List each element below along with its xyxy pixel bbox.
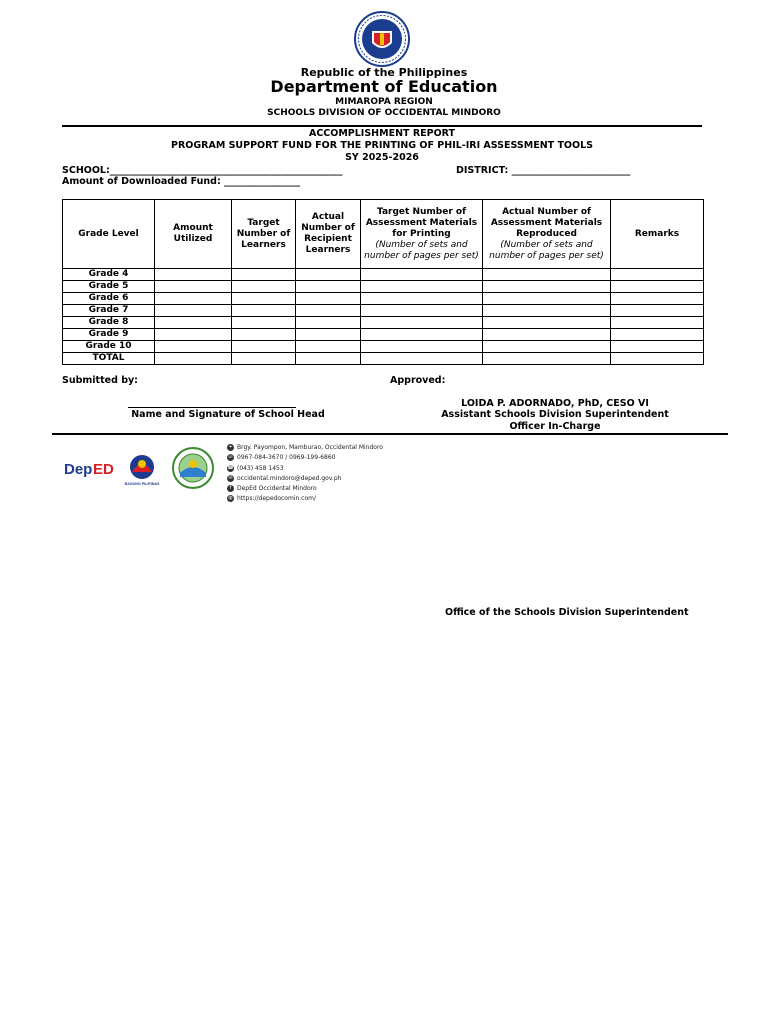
approver-role: Officer In-Charge [509, 421, 601, 432]
cell[interactable] [361, 281, 483, 293]
table-row [63, 281, 704, 293]
contact-email[interactable]: occidental.mindoro@deped.gov.ph [237, 474, 342, 482]
cell[interactable] [361, 353, 483, 365]
office-label: Office of the Schools Division Superintendent [445, 607, 689, 618]
footer-divider [52, 433, 728, 435]
cell[interactable] [155, 353, 232, 365]
cell[interactable] [232, 329, 296, 341]
cell[interactable] [361, 317, 483, 329]
cell[interactable] [361, 341, 483, 353]
school-field[interactable]: SCHOOL:_________________________________________________ [62, 165, 343, 176]
cell[interactable] [296, 269, 361, 281]
contact-row [227, 443, 383, 453]
header-grade-level: Grade Level [63, 200, 155, 269]
school-year: SY 2025-2026 [345, 152, 419, 163]
svg-text:BAGONG PILIPINAS: BAGONG PILIPINAS [124, 482, 160, 486]
total-label: TOTAL [63, 353, 155, 365]
cell[interactable] [155, 329, 232, 341]
report-subtitle: PROGRAM SUPPORT FUND FOR THE PRINTING OF PHIL-IRI ASSESSMENT TOOLS [171, 140, 593, 151]
submitted-by-label: Submitted by: [62, 375, 138, 386]
region-label: MIMAROPA REGION [335, 97, 433, 107]
location-icon: ⌖ [227, 444, 234, 451]
actual-materials-note: (Number of sets and number of pages per set) [489, 239, 604, 261]
cell[interactable] [483, 329, 611, 341]
cell[interactable] [232, 305, 296, 317]
cell[interactable] [155, 341, 232, 353]
svg-text:Dep: Dep [64, 461, 93, 478]
cell[interactable] [361, 293, 483, 305]
cell[interactable] [483, 317, 611, 329]
cell[interactable] [611, 293, 704, 305]
cell[interactable] [483, 281, 611, 293]
cell[interactable] [611, 317, 704, 329]
cell[interactable] [232, 269, 296, 281]
grade-label: Grade 10 [63, 341, 155, 353]
cell[interactable] [361, 305, 483, 317]
division-logo-icon [172, 447, 214, 489]
cell[interactable] [296, 341, 361, 353]
cell[interactable] [296, 281, 361, 293]
cell[interactable] [611, 353, 704, 365]
target-materials-label: Target Number of Assessment Materials for Printing [365, 206, 478, 239]
republic-label: Republic of the Philippines [300, 66, 468, 79]
cell[interactable] [232, 281, 296, 293]
school-head-label: Name and Signature of School Head [131, 409, 325, 420]
cell[interactable] [483, 353, 611, 365]
cell[interactable] [296, 353, 361, 365]
cell[interactable] [611, 281, 704, 293]
cell[interactable] [483, 293, 611, 305]
cell[interactable] [296, 293, 361, 305]
department-title: Department of Education [270, 77, 498, 96]
header-actual-learners: Actual Number of Recipient Learners [296, 200, 361, 269]
contact-row [227, 474, 383, 484]
report-title: ACCOMPLISHMENT REPORT [308, 128, 456, 139]
contact-phone: (043) 458 1453 [237, 464, 284, 472]
contact-mobile: 0967-084-3670 / 0969-199-6860 [237, 454, 336, 462]
cell[interactable] [296, 305, 361, 317]
header-amount-utilized: Amount Utilized [155, 200, 232, 269]
contact-facebook[interactable]: DepEd Occidental Mindoro [237, 485, 317, 493]
cell[interactable] [155, 281, 232, 293]
cell[interactable] [155, 305, 232, 317]
cell[interactable] [483, 305, 611, 317]
table-row [63, 341, 704, 353]
cell[interactable] [611, 305, 704, 317]
cell[interactable] [232, 353, 296, 365]
facebook-icon: f [227, 485, 234, 492]
table-row [63, 269, 704, 281]
cell[interactable] [611, 329, 704, 341]
header-target-materials [361, 200, 483, 269]
cell[interactable] [483, 341, 611, 353]
header-actual-materials [483, 200, 611, 269]
cell[interactable] [611, 341, 704, 353]
header-remarks: Remarks [611, 200, 704, 269]
grade-label: Grade 6 [63, 293, 155, 305]
grade-label: Grade 5 [63, 281, 155, 293]
accomplishment-table [62, 199, 704, 365]
cell[interactable] [361, 329, 483, 341]
cell[interactable] [232, 317, 296, 329]
cell[interactable] [483, 269, 611, 281]
table-row [63, 317, 704, 329]
header-divider [62, 125, 702, 127]
svg-text:ED: ED [93, 461, 114, 478]
fund-field[interactable]: Amount of Downloaded Fund: ________________ [62, 176, 301, 187]
grade-label: Grade 9 [63, 329, 155, 341]
contact-row [227, 464, 383, 474]
approver-name: LOIDA P. ADORNADO, PhD, CESO VI [461, 398, 649, 409]
actual-materials-label: Actual Number of Assessment Materials Reproduced [490, 206, 603, 239]
deped-seal-icon [354, 11, 410, 67]
signature-line [128, 407, 296, 408]
header-target-learners: Target Number of Learners [232, 200, 296, 269]
division-label: SCHOOLS DIVISION OF OCCIDENTAL MINDORO [267, 108, 501, 118]
target-materials-note: (Number of sets and number of pages per set) [364, 239, 479, 261]
table-row [63, 305, 704, 317]
phone-icon: ☎ [227, 464, 234, 471]
cell[interactable] [155, 317, 232, 329]
contact-row [227, 484, 383, 494]
mobile-icon: ☏ [227, 454, 234, 461]
grade-label: Grade 4 [63, 269, 155, 281]
cell[interactable] [232, 341, 296, 353]
cell[interactable] [155, 293, 232, 305]
cell[interactable] [296, 329, 361, 341]
contact-address: Brgy. Payompon, Mamburao, Occidental Mindoro [237, 444, 383, 451]
web-icon: ◍ [228, 495, 233, 502]
contact-website[interactable]: https://depedocomin.com/ [237, 495, 317, 503]
email-icon: ✉ [228, 474, 233, 481]
table-header-row [63, 200, 704, 269]
cell[interactable] [296, 317, 361, 329]
cell[interactable] [155, 269, 232, 281]
approver-title: Assistant Schools Division Superintendent [441, 409, 669, 420]
cell[interactable] [232, 293, 296, 305]
contact-row [227, 494, 383, 504]
contact-row [227, 453, 383, 463]
deped-logo-icon [64, 458, 114, 480]
grade-label: Grade 7 [63, 305, 155, 317]
grade-label: Grade 8 [63, 317, 155, 329]
table-row [63, 293, 704, 305]
contact-list [227, 443, 383, 505]
district-field[interactable]: DISTRICT: _________________________ [456, 165, 631, 176]
approved-label: Approved: [390, 375, 446, 386]
bagong-pilipinas-logo-icon [124, 452, 160, 488]
cell[interactable] [611, 269, 704, 281]
table-row-total [63, 353, 704, 365]
table-row [63, 329, 704, 341]
cell[interactable] [361, 269, 483, 281]
